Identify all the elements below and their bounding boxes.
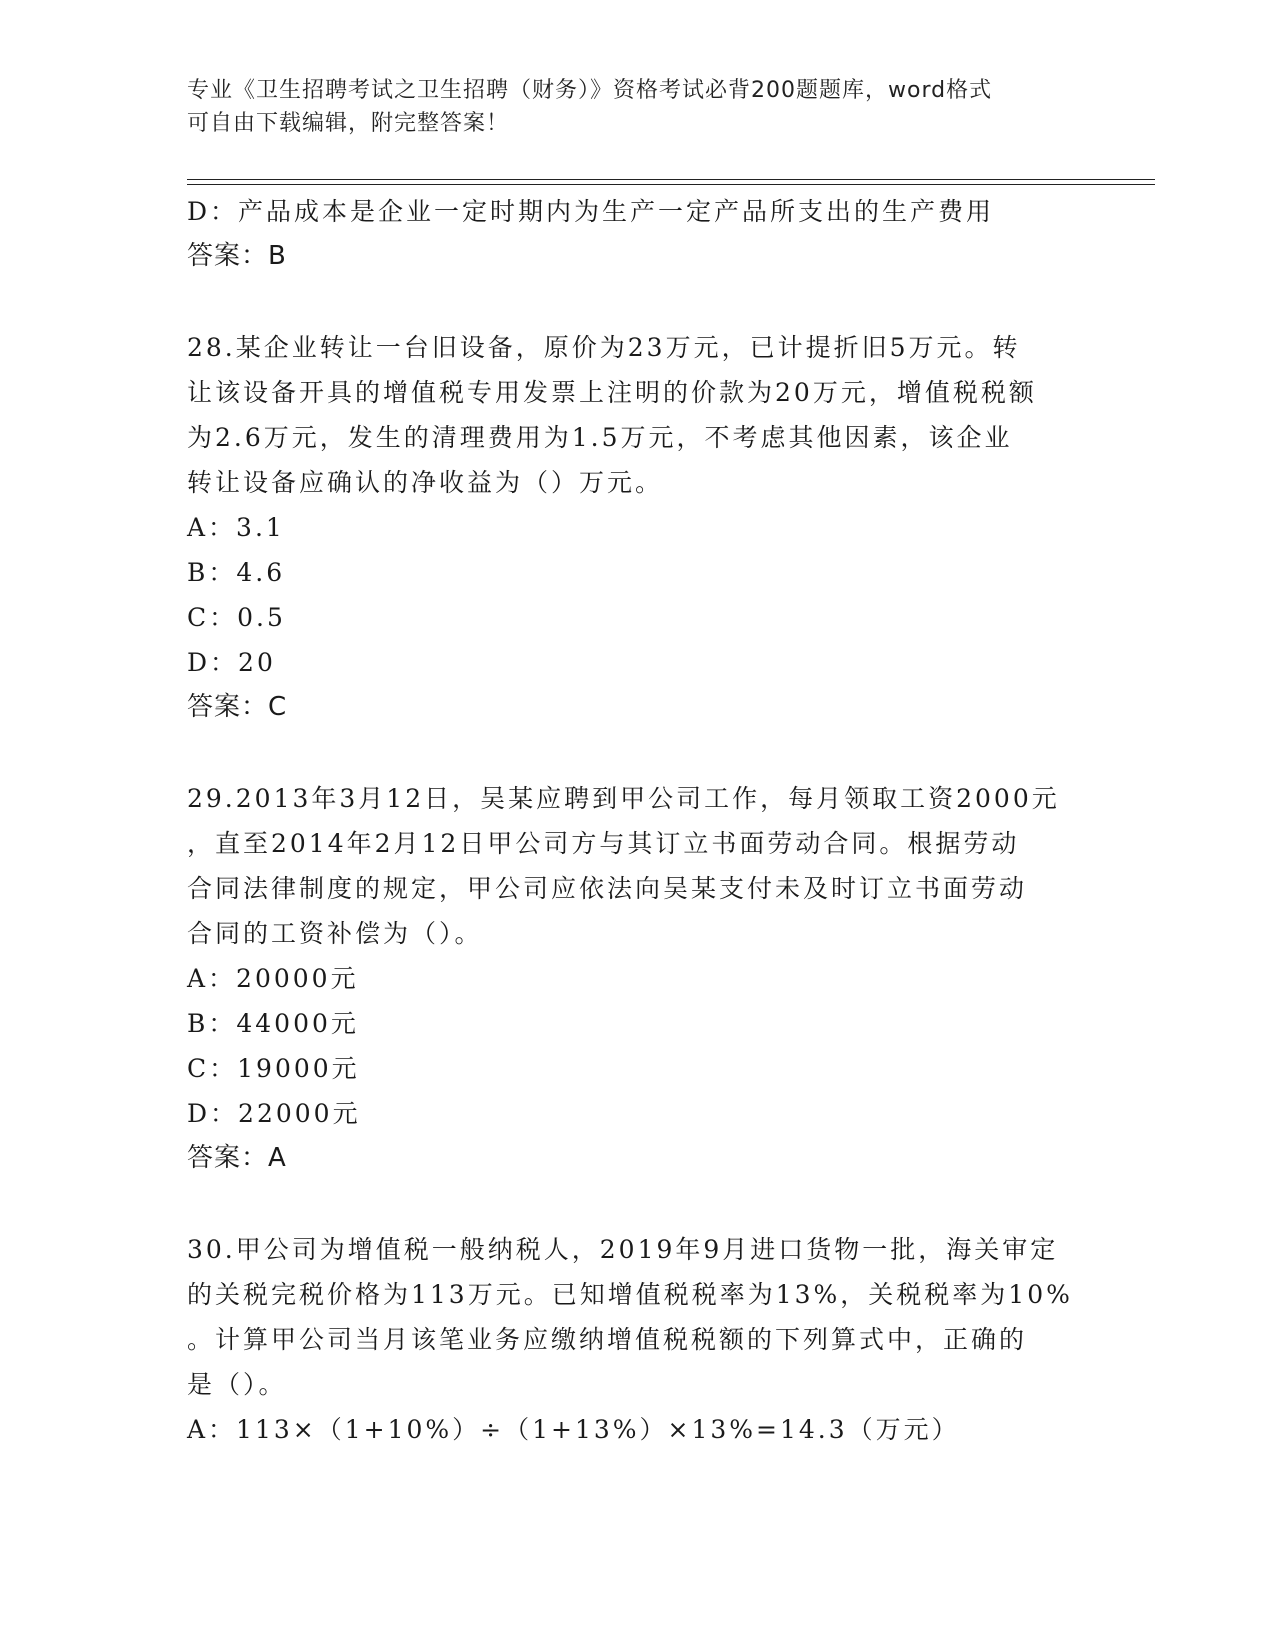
previous-question-tail: [187, 189, 1087, 279]
question-text-line: 合同法律制度的规定，甲公司应依法向吴某支付未及时订立书面劳动: [187, 874, 1028, 903]
question-text-line: 30.甲公司为增值税一般纳税人，2019年9月进口货物一批，海关审定: [187, 1235, 1059, 1264]
question-text-line: 28.某企业转让一台旧设备，原价为23万元，已计提折旧5万元。转: [187, 333, 1021, 362]
header-rule-bottom: [187, 184, 1155, 185]
option-d: D：产品成本是企业一定时期内为生产一定产品所支出的生产费用: [187, 197, 995, 226]
question-text-line: 为2.6万元，发生的清理费用为1.5万元，不考虑其他因素，该企业: [187, 423, 1013, 452]
option-b: B：4.6: [187, 558, 286, 587]
header-line-1: 专业《卫生招聘考试之卫生招聘（财务）》资格考试必背200题题库，word格式: [187, 78, 993, 103]
answer: 答案：A: [187, 1143, 287, 1173]
question-text-line: 。计算甲公司当月该笔业务应缴纳增值税税额的下列算式中，正确的: [187, 1325, 1028, 1354]
question-text-line: 是（）。: [187, 1370, 287, 1399]
question-text-line: 29.2013年3月12日，吴某应聘到甲公司工作，每月领取工资2000元: [187, 784, 1060, 813]
option-a: A：20000元: [187, 964, 359, 993]
option-c: C：19000元: [187, 1054, 360, 1083]
header-rule-top: [187, 179, 1155, 180]
question-text-line: 的关税完税价格为113万元。已知增值税税率为13%，关税税率为10%: [187, 1280, 1073, 1309]
question-30: [187, 1227, 1087, 1452]
question-text-line: 转让设备应确认的净收益为（）万元。: [187, 468, 664, 497]
question-text-line: 让该设备开具的增值税专用发票上注明的价款为20万元，增值税税额: [187, 378, 1037, 407]
option-a: A：113×（1+10%）÷（1+13%）×13%=14.3（万元）: [187, 1415, 960, 1444]
document-header: [187, 74, 1087, 140]
header-line-2: 可自由下载编辑，附完整答案！: [187, 111, 510, 136]
option-b: B：44000元: [187, 1009, 359, 1038]
question-28: [187, 325, 1087, 730]
option-d: D：20: [187, 648, 276, 677]
question-text-line: 合同的工资补偿为（）。: [187, 919, 483, 948]
question-29: [187, 776, 1087, 1181]
option-c: C：0.5: [187, 603, 286, 632]
option-d: D：22000元: [187, 1099, 361, 1128]
answer: 答案：C: [187, 692, 288, 722]
document-body: [187, 189, 1087, 1452]
question-text-line: ，直至2014年2月12日甲公司方与其订立书面劳动合同。根据劳动: [187, 829, 1020, 858]
option-a: A：3.1: [187, 513, 285, 542]
answer: 答案：B: [187, 241, 287, 271]
